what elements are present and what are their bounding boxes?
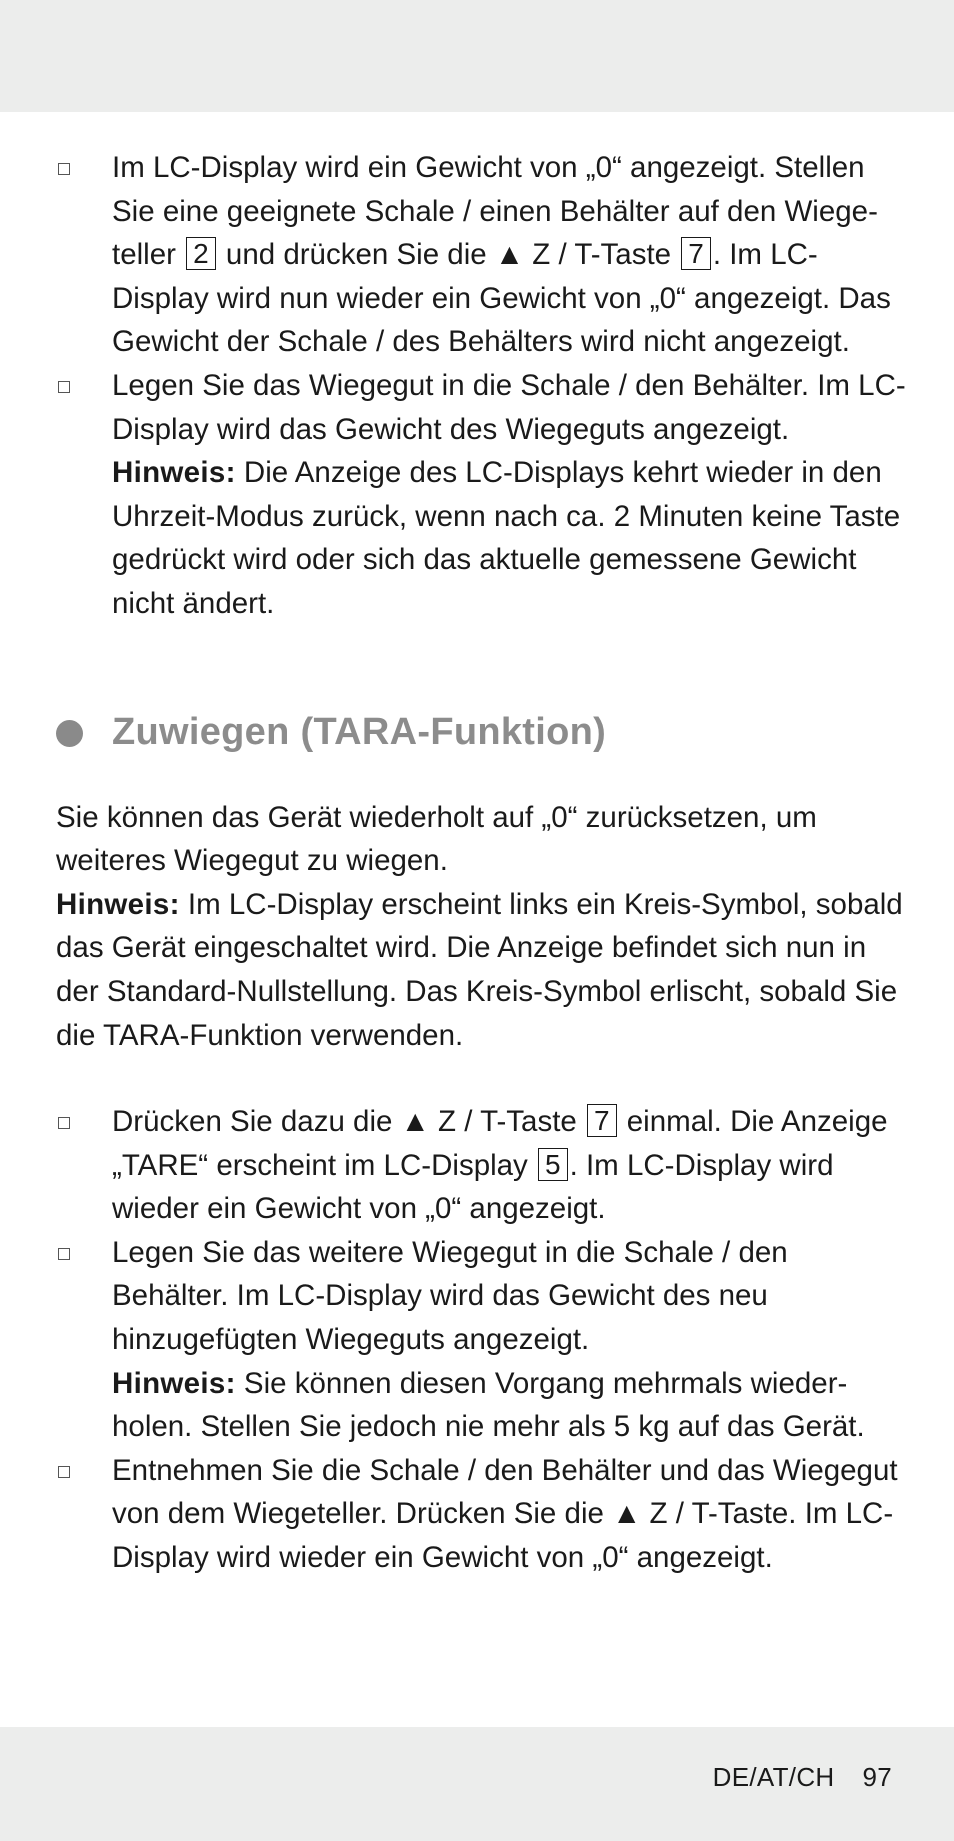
- page-footer: [713, 1762, 892, 1793]
- checkbox-bullet-icon: [58, 163, 70, 175]
- intro-paragraph: [56, 796, 906, 1058]
- step-text: [112, 1100, 906, 1231]
- step-item: [56, 1449, 906, 1580]
- text-run: Entnehmen Sie die Schale / den Behälter und das Wiegegut von dem Wiegeteller. Drücken Sie die ▲ Z / T-Taste. Im LC-Display wird wieder ein Gewicht von „0“ angezeigt.: [112, 1453, 898, 1575]
- note-label: Hinweis:: [56, 887, 180, 921]
- text-run: Im LC-Display erscheint links ein Kreis-Symbol, sobald das Gerät eingeschaltet wird. Die Anzeige befindet sich nun in der Standard-Nullstellung. Das Kreis-Symbol erlischt, sobald Sie die TARA-Funktion verwenden.: [56, 887, 903, 1052]
- text-run: Sie können das Gerät wiederholt auf „0“ zurücksetzen, um weiteres Wiegegut zu wiegen.: [56, 800, 817, 878]
- step-item: [56, 146, 906, 364]
- bullet-dot-icon: [56, 720, 83, 747]
- text-run: Legen Sie das Wiegegut in die Schale / den Behälter. Im LC-Display wird das Gewicht des Wiegeguts angezeigt.: [112, 368, 906, 446]
- reference-number-box: 7: [681, 237, 711, 270]
- footer-locale: DE/AT/CH: [712, 1762, 835, 1792]
- text-run: . Im LC-Display wird nun wieder ein Gewicht von „0“ angezeigt. Das Gewicht der Schale / des Behälters wird nicht angezeigt.: [112, 238, 891, 359]
- header-band: [0, 0, 954, 112]
- reference-number-box: 7: [587, 1104, 617, 1137]
- text-run: Legen Sie das weitere Wiegegut in die Schale / den Behälter. Im LC-Display wird das Gewicht des neu hinzugefügten Wiegeguts angezeigt.: [112, 1235, 788, 1357]
- checkbox-bullet-icon: [58, 1248, 70, 1260]
- step-item: [56, 364, 906, 626]
- step-item: [56, 1100, 906, 1231]
- step-list-top: [56, 146, 906, 626]
- step-text: [112, 364, 906, 626]
- text-run: . Im LC-Display wird wieder ein Gewicht von „0“ angezeigt.: [112, 1148, 834, 1226]
- step-text: [112, 1231, 906, 1449]
- reference-number-box: 5: [538, 1148, 568, 1181]
- text-run: einmal. Die Anzeige „TARE“ erscheint im LC-Display: [112, 1105, 888, 1182]
- text-run: Die Anzeige des LC-Displays kehrt wieder in den Uhrzeit-Modus zurück, wenn nach ca. 2 Minuten keine Taste gedrückt wird oder sich das aktuelle gemessene Gewicht nicht ändert.: [112, 456, 901, 620]
- note-label: Hinweis:: [112, 1366, 236, 1400]
- section-title: Zuwiegen (TARA-Funktion): [112, 710, 607, 753]
- section-heading: [56, 706, 906, 758]
- step-text: [112, 146, 906, 364]
- page-content: [56, 146, 906, 1580]
- text-run: Drücken Sie dazu die ▲ Z / T-Taste: [112, 1105, 585, 1139]
- note-label: Hinweis:: [112, 456, 236, 490]
- page-number: 97: [862, 1762, 892, 1792]
- checkbox-bullet-icon: [58, 1117, 70, 1129]
- text-run: Sie können diesen Vorgang mehrmals wieder- holen. Stellen Sie jedoch nie mehr als 5 kg auf das Gerät.: [112, 1366, 865, 1444]
- step-item: [56, 1231, 906, 1449]
- step-list-bottom: [56, 1100, 906, 1580]
- checkbox-bullet-icon: [58, 381, 70, 393]
- step-text: [112, 1449, 906, 1580]
- text-run: und drücken Sie die ▲ Z / T-Taste: [217, 238, 680, 272]
- text-run: Im LC-Display wird ein Gewicht von „0“ angezeigt. Stellen Sie eine geeignete Schale / einen Behälter auf den Wiege- teller: [112, 151, 878, 272]
- checkbox-bullet-icon: [58, 1466, 70, 1478]
- reference-number-box: 2: [186, 237, 216, 270]
